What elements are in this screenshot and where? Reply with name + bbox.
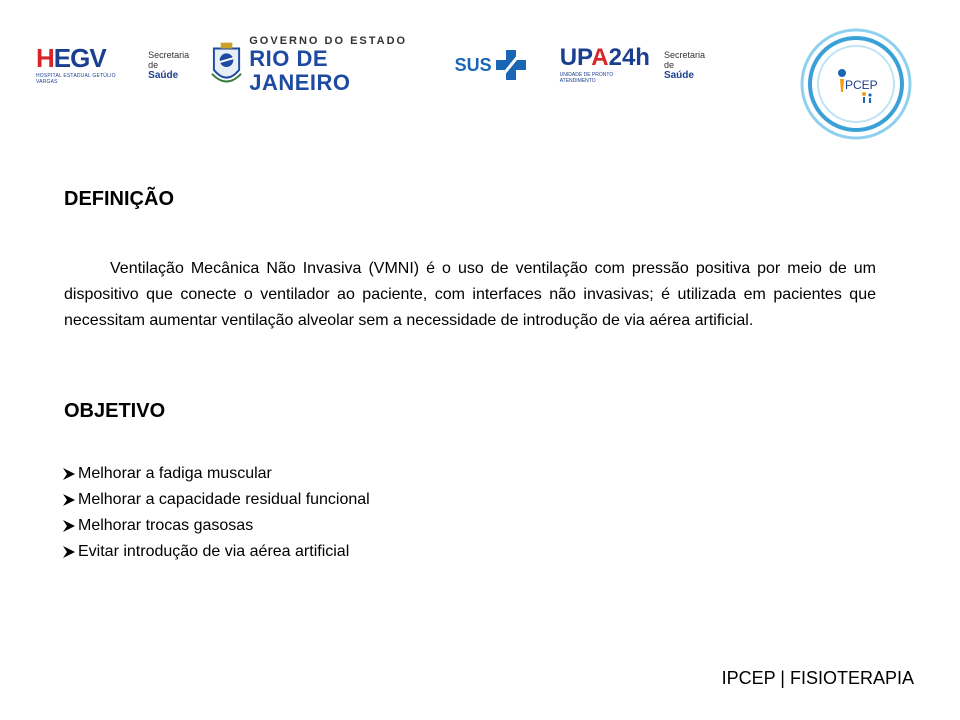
rj-coat-of-arms-icon: [210, 40, 243, 90]
hegv-subtitle: HOSPITAL ESTADUAL GETÚLIO VARGAS: [36, 73, 116, 85]
svg-text:PCEP: PCEP: [845, 78, 878, 92]
secretaria-saude-label-2: Secretaria de Saúde: [663, 49, 705, 81]
upa24h-mark: UPA24h: [559, 44, 650, 71]
definicao-heading: DEFINIÇÃO: [64, 188, 174, 210]
hegv-mark: HEGV: [36, 43, 106, 73]
list-item: Evitar introdução de via aérea artificial: [62, 539, 370, 565]
definicao-text: Ventilação Mecânica Não Invasiva (VMNI) é o uso de ventilação com pressão positiva por meio de um dispositivo que conecte o ventilador ao paciente, com interfaces não invasivas; é utilizada em pacientes que necessitam aumentar ventilação alveolar sem a necessidade de introdução de via aérea artificial.: [64, 260, 876, 329]
sus-label: SUS: [454, 54, 492, 75]
objetivo-heading: OBJETIVO: [64, 400, 166, 422]
upa24h-logo: [560, 46, 650, 84]
objetivo-list: [62, 461, 370, 565]
secretaria-saude-label: Secretaria de Saúde: [148, 49, 190, 81]
arrow-bullet-icon: [62, 467, 76, 481]
list-item: Melhorar trocas gasosas: [62, 513, 370, 539]
rio-de-janeiro-label: RIO DE JANEIRO: [249, 46, 351, 95]
ipcep-logo: [800, 28, 912, 140]
arrow-bullet-icon: [62, 493, 76, 507]
partner-logos-strip: [36, 36, 726, 94]
hegv-logo: [36, 45, 136, 85]
definicao-paragraph: [64, 256, 876, 334]
sus-cross-icon: [496, 50, 526, 80]
governo-do-estado-label: GOVERNO DO ESTADO: [249, 35, 408, 47]
footer-label: IPCEP | FISIOTERAPIA: [721, 668, 914, 688]
sus-logo: [455, 50, 526, 80]
list-item: Melhorar a capacidade residual funcional: [62, 487, 370, 513]
governo-rj-logo: [210, 35, 430, 95]
arrow-bullet-icon: [62, 545, 76, 559]
upa-subtitle: UNIDADE DE PRONTO ATENDIMENTO: [559, 72, 614, 84]
list-item: Melhorar a fadiga muscular: [62, 461, 370, 487]
arrow-bullet-icon: [62, 519, 76, 533]
